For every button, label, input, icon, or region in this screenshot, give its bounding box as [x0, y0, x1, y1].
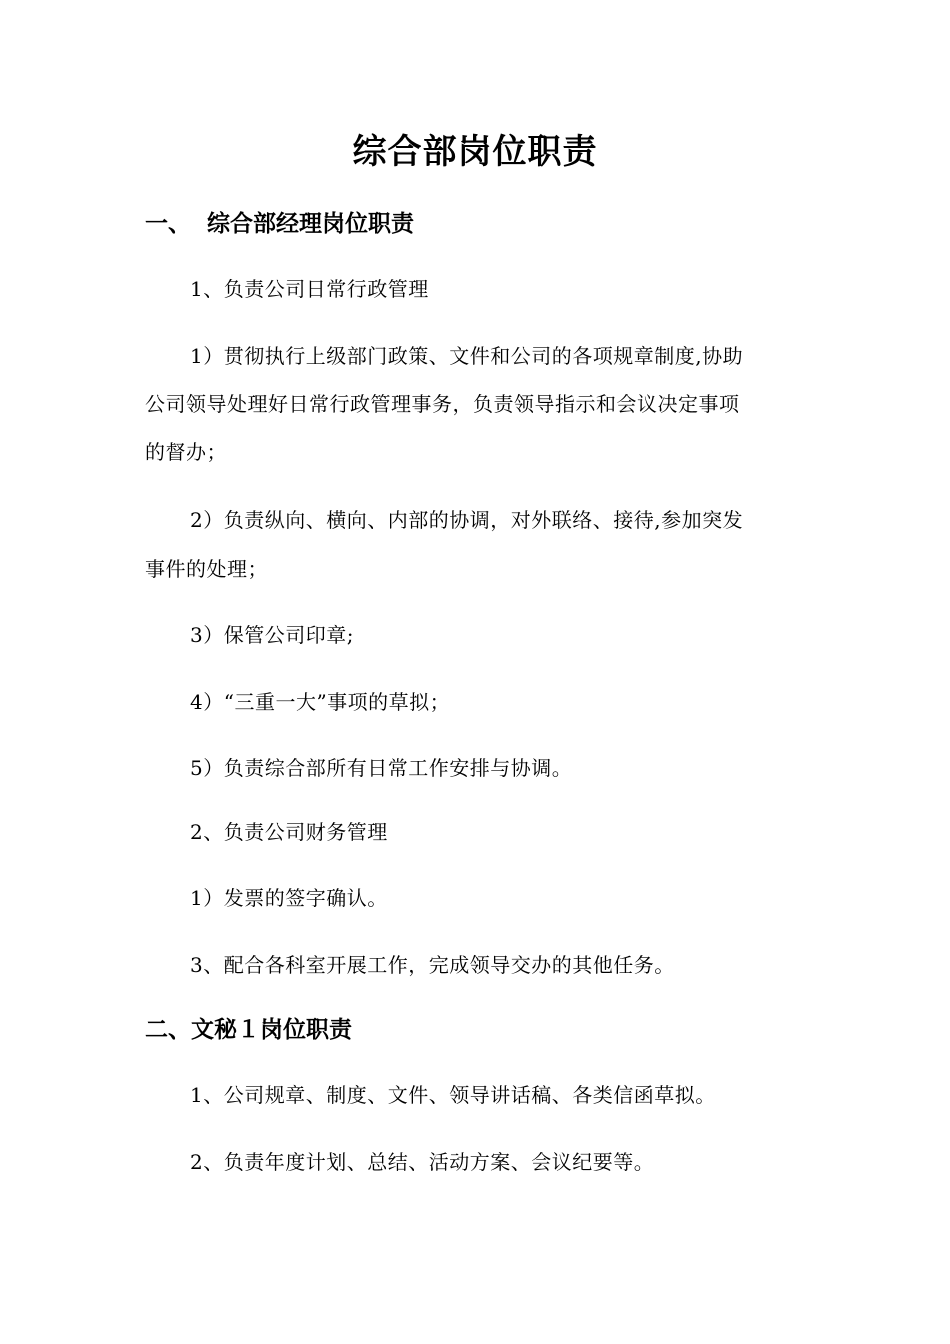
section-2-item-1: 1、公司规章、制度、文件、领导讲话稿、各类信函草拟。: [190, 1083, 716, 1107]
section-1-item-1-1-line-1: 1）贯彻执行上级部门政策、文件和公司的各项规章制度,协助: [190, 344, 744, 368]
section-1-item-2-1: 1）发票的签字确认。: [190, 886, 388, 910]
section-1-item-1-5: 5）负责综合部所有日常工作安排与协调。: [190, 756, 573, 780]
section-1-item-1-2-line-2: 事件的处理；: [145, 557, 268, 581]
section-1-item-1-2-line-1: 2）负责纵向、横向、内部的协调，对外联络、接待,参加突发: [190, 508, 744, 532]
document-title: 综合部岗位职责: [352, 132, 598, 172]
section-1-item-1-1-line-2: 公司领导处理好日常行政管理事务，负责领导指示和会议决定事项: [145, 392, 740, 416]
section-1-number: 一、: [145, 210, 191, 237]
section-1-item-1-4: 4）“三重一大”事项的草拟；: [190, 690, 451, 714]
section-1-title: 综合部经理岗位职责: [207, 210, 414, 237]
section-1-item-3: 3、配合各科室开展工作，完成领导交办的其他任务。: [190, 953, 675, 977]
section-2-heading: 二、文秘１岗位职责: [145, 1016, 352, 1043]
section-1-item-1-3: 3）保管公司印章;: [190, 623, 354, 647]
section-1-item-2: 2、负责公司财务管理: [190, 820, 388, 844]
section-1-heading: [145, 208, 414, 240]
section-1-item-1: 1、负责公司日常行政管理: [190, 277, 429, 301]
section-2-item-2: 2、负责年度计划、总结、活动方案、会议纪要等。: [190, 1150, 655, 1174]
section-1-item-1-1-line-3: 的督办；: [145, 440, 227, 464]
